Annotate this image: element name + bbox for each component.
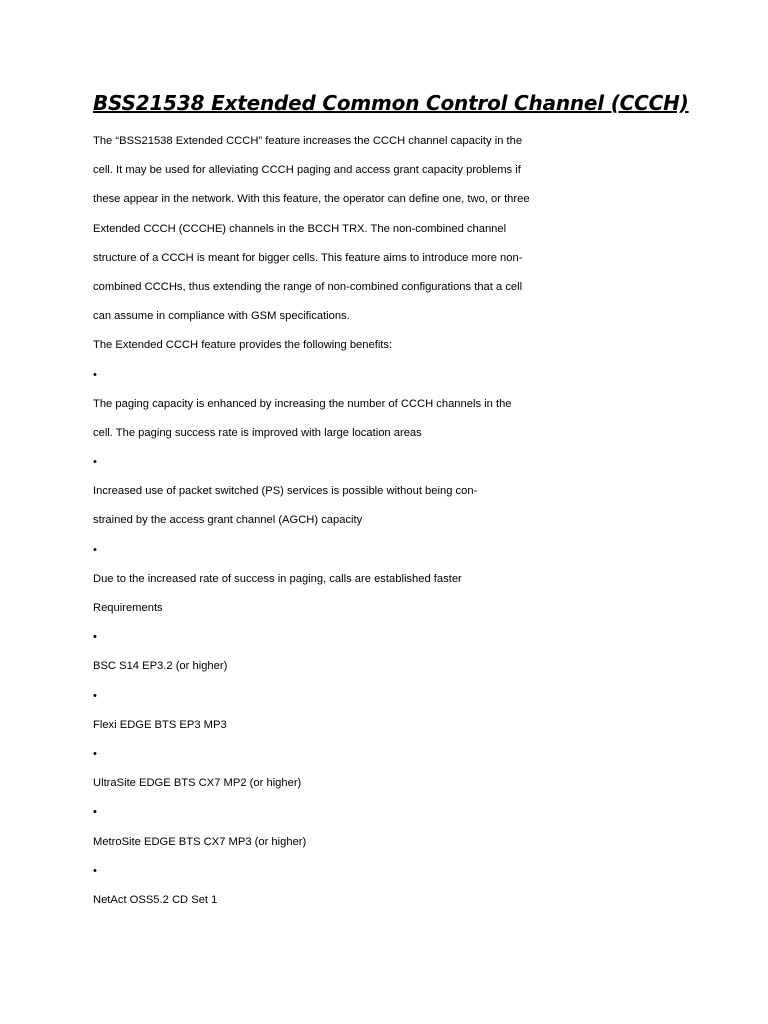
text-line: cell. It may be used for alleviating CCCH paging and access grant capacity problems if (93, 164, 521, 177)
text-line: The paging capacity is enhanced by increasing the number of CCCH channels in the (93, 397, 512, 410)
bullet-marker: • (93, 543, 97, 556)
bullet-marker: • (93, 806, 97, 819)
text-line: combined CCCHs, thus extending the range of non-combined configurations that a cell (93, 280, 523, 293)
bullet-marker: • (93, 747, 97, 760)
text-line: Requirements (93, 602, 163, 614)
text-line: cell. The paging success rate is improved with large location areas (93, 426, 422, 439)
document-title: BSS21538 Extended Common Control Channel (CCCH) (93, 91, 689, 115)
text-line: NetAct OSS5.2 CD Set 1 (93, 893, 218, 906)
bullet-marker: • (93, 631, 97, 644)
text-line: UltraSite EDGE BTS CX7 MP2 (or higher) (93, 777, 302, 790)
text-line: The Extended CCCH feature provides the following benefits: (93, 339, 393, 352)
text-line: BSC S14 EP3.2 (or higher) (93, 660, 228, 673)
text-line: Extended CCCH (CCCHE) channels in the BCCH TRX. The non-combined channel (93, 222, 507, 235)
bullet-marker: • (93, 368, 97, 381)
text-line: Flexi EDGE BTS EP3 MP3 (93, 718, 227, 731)
text-line: these appear in the network. With this feature, the operator can define one, two, or three (93, 193, 530, 206)
document-body (93, 127, 530, 915)
bullet-marker: • (93, 456, 97, 469)
bullet-marker: • (93, 864, 97, 877)
text-line: Increased use of packet switched (PS) services is possible without being con- (93, 485, 478, 498)
bullet-marker: • (93, 689, 97, 702)
text-line: can assume in compliance with GSM specifications. (93, 310, 350, 323)
text-line: MetroSite EDGE BTS CX7 MP3 (or higher) (93, 835, 307, 848)
text-line: structure of a CCCH is meant for bigger cells. This feature aims to introduce more non- (93, 251, 523, 264)
text-line: The “BSS21538 Extended CCCH” feature increases the CCCH channel capacity in the (93, 135, 523, 147)
text-line: Due to the increased rate of success in paging, calls are established faster (93, 572, 462, 585)
text-line: strained by the access grant channel (AGCH) capacity (93, 514, 363, 527)
